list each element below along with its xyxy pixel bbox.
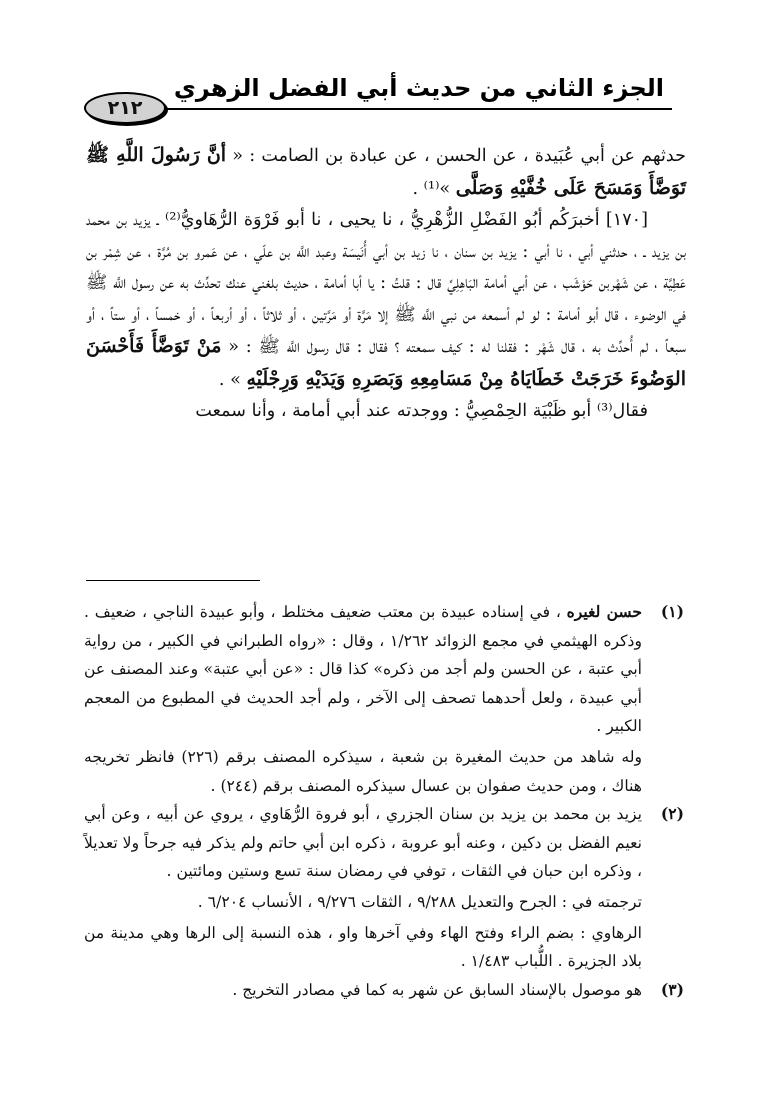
paragraph-1-text: حدثهم عن أبي عُبَيدة ، عن الحسن ، عن عبادة بن الصامت : «: [226, 146, 686, 166]
paragraph-3: فقال⁽³⁾ أبو ظَبْيَة الحِمْصِيُّ : ووجدته عند أبي أمامة ، وأنا سمعت: [195, 401, 648, 421]
footnote-subparagraph: الرهاوي : بضم الراء وفتح الهاء وفي آخرها واو ، هذه النسبة إلى الرها وهي مدينة من بلاد الجزيرة . اللُّباب ١/٤٨٣ .: [84, 923, 642, 971]
hadith-text-1: أنَّ رَسُولَ اللَّهِ ﷺ تَوَضَّأَ وَمَسَحَ عَلَى خُفَّيْهِ وَصَلَّى: [86, 144, 686, 199]
footnote-subparagraph: ترجمته في : الجرح والتعديل ٩/٢٨٨ ، الثقات ٩/٢٧٦ ، الأنساب ٦/٢٠٤ .: [197, 892, 642, 911]
footnote-body: يزيد بن محمد بن يزيد بن سنان الجزري ، أبو فروة الرُّهَاوي ، يروي عن أبيه ، وعن أبي نعيم الفضل بن دكين ، وعنه أبو عروبة ، ذكره ابن أبي حاتم ولم يذكر فيه جرحاً ولا تعديلاً ، وذكره ابن حبان في الثقات ، توفي في رمضان سنة تسع وستين ومائتين .: [84, 805, 642, 881]
paragraph-170-text: [١٧٠] أخبرَكُم أبُو الفَضْلِ الزُّهْرِيُّ ، نا يحيى ، نا أبو فَرْوَة الرُّهَاويُّ⁽²⁾ ـ يزيد بن محمد بن يزيد ـ ، حدثني أبي ، نا أبي : يزيد بن سنان ، نا زيد بن أبي أُنَيسَة وعبد اللَّه بن علّي ، عن عَمرو بن مُرَّة ، عن شِمْر بن عَطِيَّة ، عن شَهْربن حَوْشَب ، عن أبي أمامة البَاهِلِيِّ قال : قلتُ : يا أبا أمامة ، حديث بلغني عنك تحدِّث به عن رسول اللَّه ﷺ في الوضوء ، قال أبو أمامة : لو لم أسمعه من نبي اللَّه ﷺ إلا مَرَّة أو مَرَّتين ، أو ثلاثاً ، أو أربعاً ، أو خمساً ، أو ستاً ، أو سبعاً ، لم أُحدِّث به ، قال شَهْر : فقلنا له : كيف سمعته ؟ فقال : قال رسول اللَّه ﷺ : «: [86, 210, 686, 357]
paragraph-1: [86, 140, 686, 205]
paragraph-1-end: »⁽¹⁾ .: [412, 178, 456, 199]
footnote-body: [84, 598, 642, 741]
paragraph-170-end: » .: [218, 369, 247, 390]
footnote-subparagraph: وله شاهد من حديث المغيرة بن شعبة ، سيذكره المصنف برقم (٢٢٦) فانظر تخريجه هناك ، ومن حديث صفوان بن عسال سيذكره المصنف برقم (٢٤٤) .: [84, 747, 642, 795]
footnote-number: (٣): [660, 979, 684, 999]
header-rule: [158, 108, 672, 110]
footnote-number: (٢): [660, 804, 684, 824]
footnote-1: [84, 598, 684, 800]
page-header: [82, 62, 672, 122]
footnote-2: [84, 800, 684, 976]
hadith-text-2: مَنْ تَوَضَّأَ فَأَحْسَنَ الوَضُوءَ خَرَجَتْ خَطَايَاهُ مِنْ مَسَامِعِهِ وَبَصَرِهِ وَيَدَيْهِ وَرِجْلَيْهِ: [86, 335, 686, 390]
footnotes: [84, 598, 684, 1004]
footnote-text: ، في إسناده عبيدة بن معتب ضعيف مختلط ، وأبو عبيدة الناجي ، ضعيف . وذكره الهيثمي في مجمع الزوائد ١/٢٦٢ ، وقال : «رواه الطبراني في الكبير ، من رواية أبي عتبة ، عن الحسن ولم أجد من ذكره» كذا قال : «عن أبي عتبة» وعند المصنف عن أبي عبيدة ، ولعل أحدهما تصحف إلى الآخر ، ولم أجد الحديث في المطبوع من المعجم الكبير .: [84, 603, 643, 736]
main-text: [86, 140, 686, 428]
footnote-3: [84, 976, 684, 1005]
running-title: الجزء الثاني من حديث أبي الفضل الزهري: [173, 74, 664, 102]
paragraph-170: [86, 205, 686, 396]
footnote-number: (١): [660, 602, 684, 621]
page-number-badge: ٢١٢: [84, 92, 166, 124]
footnote-separator: [86, 580, 260, 581]
grade-label: حسن لغيره: [566, 602, 642, 621]
footnote-body: هو موصول بالإسناد السابق عن شهر به كما في مصادر التخريج .: [232, 980, 642, 999]
